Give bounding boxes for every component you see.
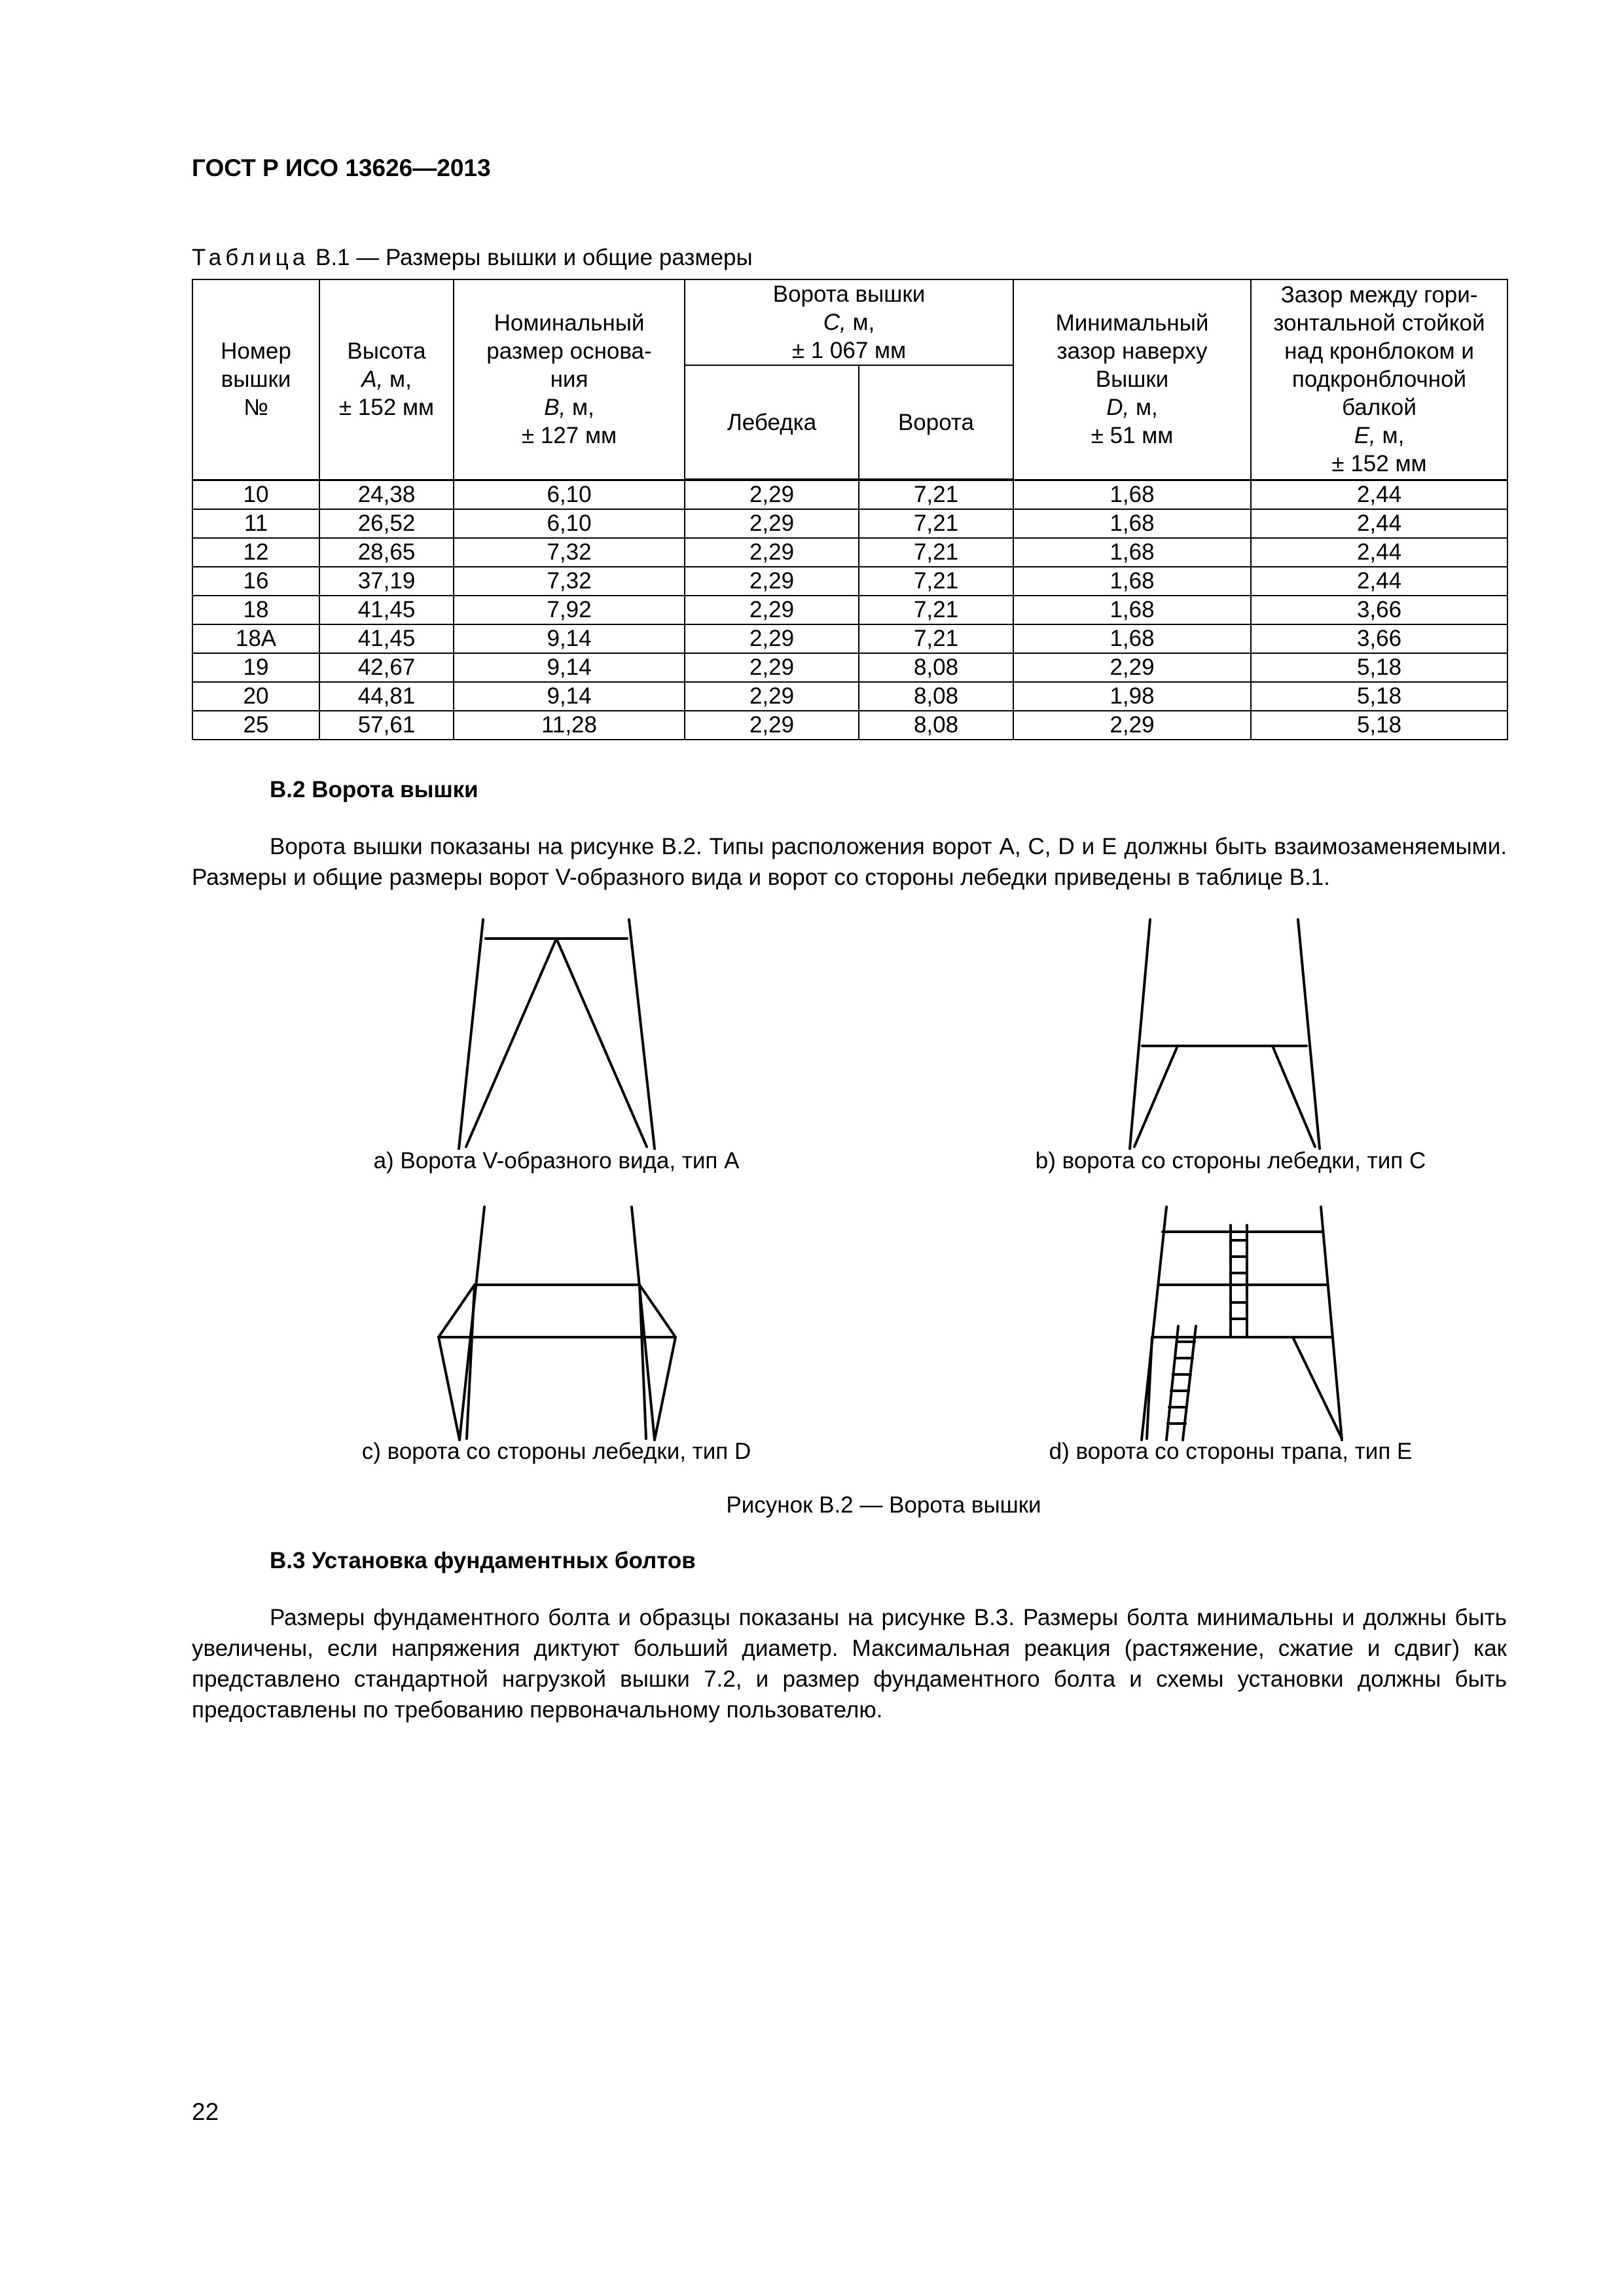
table-cell: 2,29 [1013,711,1251,740]
table-cell: 2,44 [1251,509,1507,538]
table-cell: 44,81 [319,682,454,711]
table-cell: 2,44 [1251,538,1507,567]
table-cell: 2,29 [685,480,859,509]
table-cell: 41,45 [319,624,454,653]
table-cell: 9,14 [454,682,685,711]
figure-caption-a: a) Ворота V-образного вида, тип A [373,1148,740,1174]
table-cell: 7,21 [859,509,1013,538]
table-cell: 2,29 [685,653,859,682]
table-cell: 2,44 [1251,567,1507,596]
table-cell: 1,68 [1013,596,1251,624]
table-cell: 7,32 [454,567,685,596]
table-cell: 8,08 [859,682,1013,711]
table-cell: 8,08 [859,711,1013,740]
table-cell: 2,29 [685,567,859,596]
table-cell: 1,68 [1013,509,1251,538]
table-cell: 2,29 [1013,653,1251,682]
table-cell: 2,44 [1251,480,1507,509]
table-cell: 6,10 [454,509,685,538]
table-cell: 2,29 [685,711,859,740]
table-cell: 6,10 [454,480,685,509]
table-cell: 3,66 [1251,624,1507,653]
table-cell: 18A [192,624,319,653]
table-cell: 1,68 [1013,567,1251,596]
table-cell: 7,92 [454,596,685,624]
table-cell: 2,29 [685,682,859,711]
header-derrick-number: Номер вышки № [192,279,319,480]
table-cell: 28,65 [319,538,454,567]
table-cell: 12 [192,538,319,567]
table-cell: 1,68 [1013,624,1251,653]
table-cell: 7,21 [859,596,1013,624]
table-cell: 24,38 [319,480,454,509]
figure-caption-d: d) ворота со стороны трапа, тип E [1049,1439,1413,1464]
table-cell: 5,18 [1251,682,1507,711]
header-gate-gate: Ворота [859,365,1013,480]
table-cell: 11 [192,509,319,538]
table-cell: 1,98 [1013,682,1251,711]
header-base-size: Номинальный размер основа- ния B, м, ± 127 мм [454,279,685,480]
table-cell: 1,68 [1013,480,1251,509]
table-cell: 7,21 [859,538,1013,567]
table-cell: 26,52 [319,509,454,538]
section-b2-title: В.2 Ворота вышки [270,777,478,802]
table-cell: 10 [192,480,319,509]
table-cell: 11,28 [454,711,685,740]
header-height: Высота A, м, ± 152 мм [319,279,454,480]
table-cell: 9,14 [454,624,685,653]
table-cell: 8,08 [859,653,1013,682]
table-cell: 9,14 [454,653,685,682]
table-cell: 2,29 [685,538,859,567]
table-cell: 57,61 [319,711,454,740]
table-caption-prefix: Таблица [192,245,310,270]
figure-caption-b: b) ворота со стороны лебедки, тип C [1035,1148,1426,1174]
table-cell: 18 [192,596,319,624]
table-cell: 25 [192,711,319,740]
table-cell: 37,19 [319,567,454,596]
table-cell: 5,18 [1251,653,1507,682]
header-crown-clearance: Зазор между гори- зонтальной стойкой над кронблоком и подкронблочной балкой E, м, ± 152 мм [1251,279,1507,480]
section-b2-text: Ворота вышки показаны на рисунке В.2. Типы расположения ворот A, C, D и E должны быть взаимозаменяемыми. Размеры и общие размеры ворот V-образного вида и ворот со стороны лебедки приведены в таблице В.1. [192,834,1507,890]
table-cell: 7,21 [859,567,1013,596]
gate-type-d-drawing [439,1207,676,1440]
table-cell: 7,21 [859,624,1013,653]
document-header: ГОСТ Р ИСО 13626—2013 [192,154,491,181]
table-cell: 3,66 [1251,596,1507,624]
table-cell: 2,29 [685,509,859,538]
table-cell: 1,68 [1013,538,1251,567]
section-b3-text: Размеры фундаментного болта и образцы показаны на рисунке В.3. Размеры болта минимальны и должны быть увеличены, если напряжения диктуют больший диаметр. Максимальная реакция (растяжение, сжатие и сдвиг) как представлено стандартной нагрузкой вышки 7.2, и размер фундаментного болта и схемы установки должны быть предоставлены по требованию первоначальному пользователю. [192,1605,1507,1723]
table-cell: 20 [192,682,319,711]
table-cell: 19 [192,653,319,682]
figure-caption-c: c) ворота со стороны лебедки, тип D [361,1439,751,1464]
table-cell: 7,21 [859,480,1013,509]
table-cell: 16 [192,567,319,596]
header-gate-group: Ворота вышки C, м, ± 1 067 мм [685,279,1013,365]
header-gate-winch: Лебедка [685,365,859,480]
table-cell: 7,32 [454,538,685,567]
table-caption-text: В.1 — Размеры вышки и общие размеры [315,245,753,270]
table-cell: 41,45 [319,596,454,624]
table-cell: 5,18 [1251,711,1507,740]
table-cell: 2,29 [685,624,859,653]
gate-type-a-drawing [459,920,655,1149]
table-cell: 2,29 [685,596,859,624]
figure-caption: Рисунок В.2 — Ворота вышки [726,1492,1041,1518]
page-number: 22 [192,2098,219,2125]
gate-type-e-drawing [1142,1207,1342,1440]
gate-type-c-drawing [1130,920,1320,1149]
section-b3-title: В.3 Установка фундаментных болтов [270,1548,696,1573]
header-min-clearance: Минимальный зазор наверху Вышки D, м, ± 51 мм [1013,279,1251,480]
table-cell: 42,67 [319,653,454,682]
